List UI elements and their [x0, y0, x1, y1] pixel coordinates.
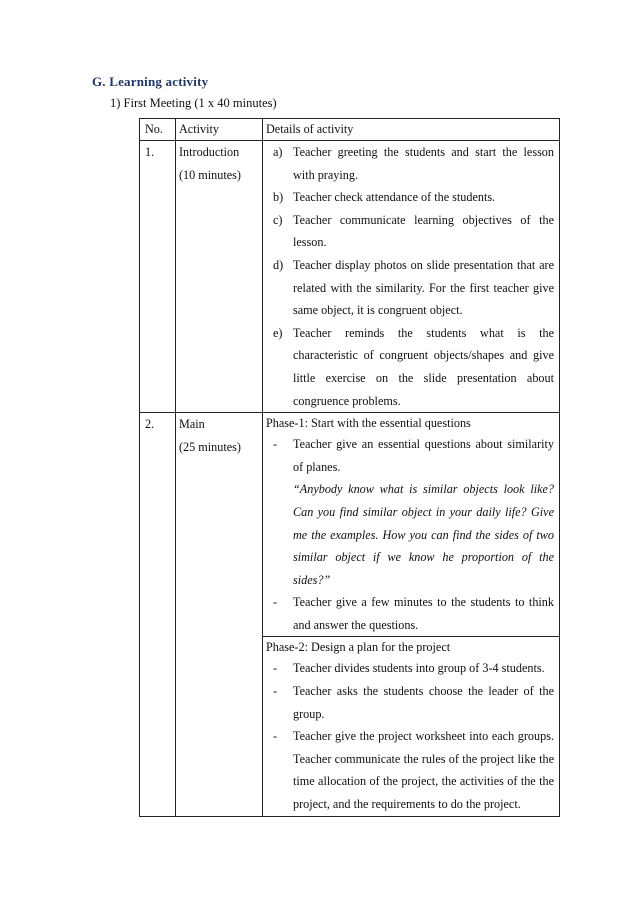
list-item [266, 433, 554, 478]
section-heading: G. Learning activity [92, 74, 209, 89]
dash-marker: - [273, 437, 278, 452]
phase2-cell [263, 637, 560, 816]
list-item [266, 254, 554, 322]
list-text: Teacher give the project worksheet into each groups. Teacher communicate the rules of the project like the time allocation of the project, the activities of the the project, and the requirements to do the project. [293, 729, 554, 812]
meeting-subheading: 1) First Meeting (1 x 40 minutes) [110, 96, 277, 110]
essential-question-quote: “Anybody know what is similar objects look like? Can you find similar object in your daily life? Give me the examples. How you can find the sides of two similar object if we know he proportion of the sides?” [293, 482, 554, 587]
list-item [266, 186, 554, 209]
phase1-title: Phase-1: Start with the essential questions [266, 416, 471, 431]
list-text: Teacher greeting the students and start the lesson with praying. [293, 145, 554, 182]
dash-marker: - [273, 595, 278, 610]
list-item [266, 725, 554, 815]
list-item [266, 591, 554, 636]
list-marker: d) [273, 257, 284, 272]
list-marker: a) [273, 145, 283, 159]
details-cell [263, 141, 560, 413]
list-text: Teacher display photos on slide presentation that are related with the similarity. For the first teacher give same object, it is congruent object. [293, 257, 554, 318]
header-activity: Activity [176, 119, 263, 141]
dash-marker: - [273, 729, 278, 744]
list-text: Teacher communicate learning objectives of the lesson. [293, 212, 554, 250]
header-details: Details of activity [263, 119, 560, 141]
list-text: Teacher give a few minutes to the students to think and answer the questions. [293, 595, 554, 632]
list-item [266, 141, 554, 186]
activity-name: Main [179, 417, 205, 432]
phase1-list [266, 433, 554, 478]
list-marker: b) [273, 190, 284, 205]
activity-cell [176, 413, 263, 817]
list-text: Teacher divides students into group of 3-4 students. [293, 661, 545, 676]
learning-activity-table [139, 118, 560, 817]
header-no: No. [140, 119, 176, 141]
activity-cell [176, 141, 263, 413]
phase2-list [266, 657, 554, 815]
list-marker: e) [273, 325, 283, 340]
dash-marker: - [273, 661, 278, 676]
activity-name: Introduction [179, 145, 240, 159]
list-text: Teacher check attendance of the students. [293, 190, 496, 205]
row-number: 1. [140, 141, 176, 413]
list-text: Teacher asks the students choose the leader of the group. [293, 684, 554, 721]
phase1-list-continued [266, 591, 554, 636]
list-item [266, 680, 554, 725]
activity-duration: (25 minutes) [179, 439, 241, 454]
list-text: Teacher reminds the students what is the characteristic of congruent objects/shapes and give little exercise on the slide presentation about congruence problems. [293, 325, 554, 408]
list-item [266, 209, 554, 254]
dash-marker: - [273, 684, 278, 699]
details-list [266, 141, 554, 412]
list-text: Teacher give an essential questions about similarity of planes. [293, 437, 554, 474]
list-item [266, 657, 554, 680]
row-number: 2. [140, 413, 176, 817]
table-row [140, 413, 560, 637]
table-header-row [140, 119, 560, 141]
list-marker: c) [273, 212, 283, 227]
phase2-title: Phase-2: Design a plan for the project [266, 640, 451, 655]
activity-duration: (10 minutes) [179, 167, 241, 182]
table-row [140, 141, 560, 413]
list-item [266, 322, 554, 412]
phase1-cell [263, 413, 560, 637]
